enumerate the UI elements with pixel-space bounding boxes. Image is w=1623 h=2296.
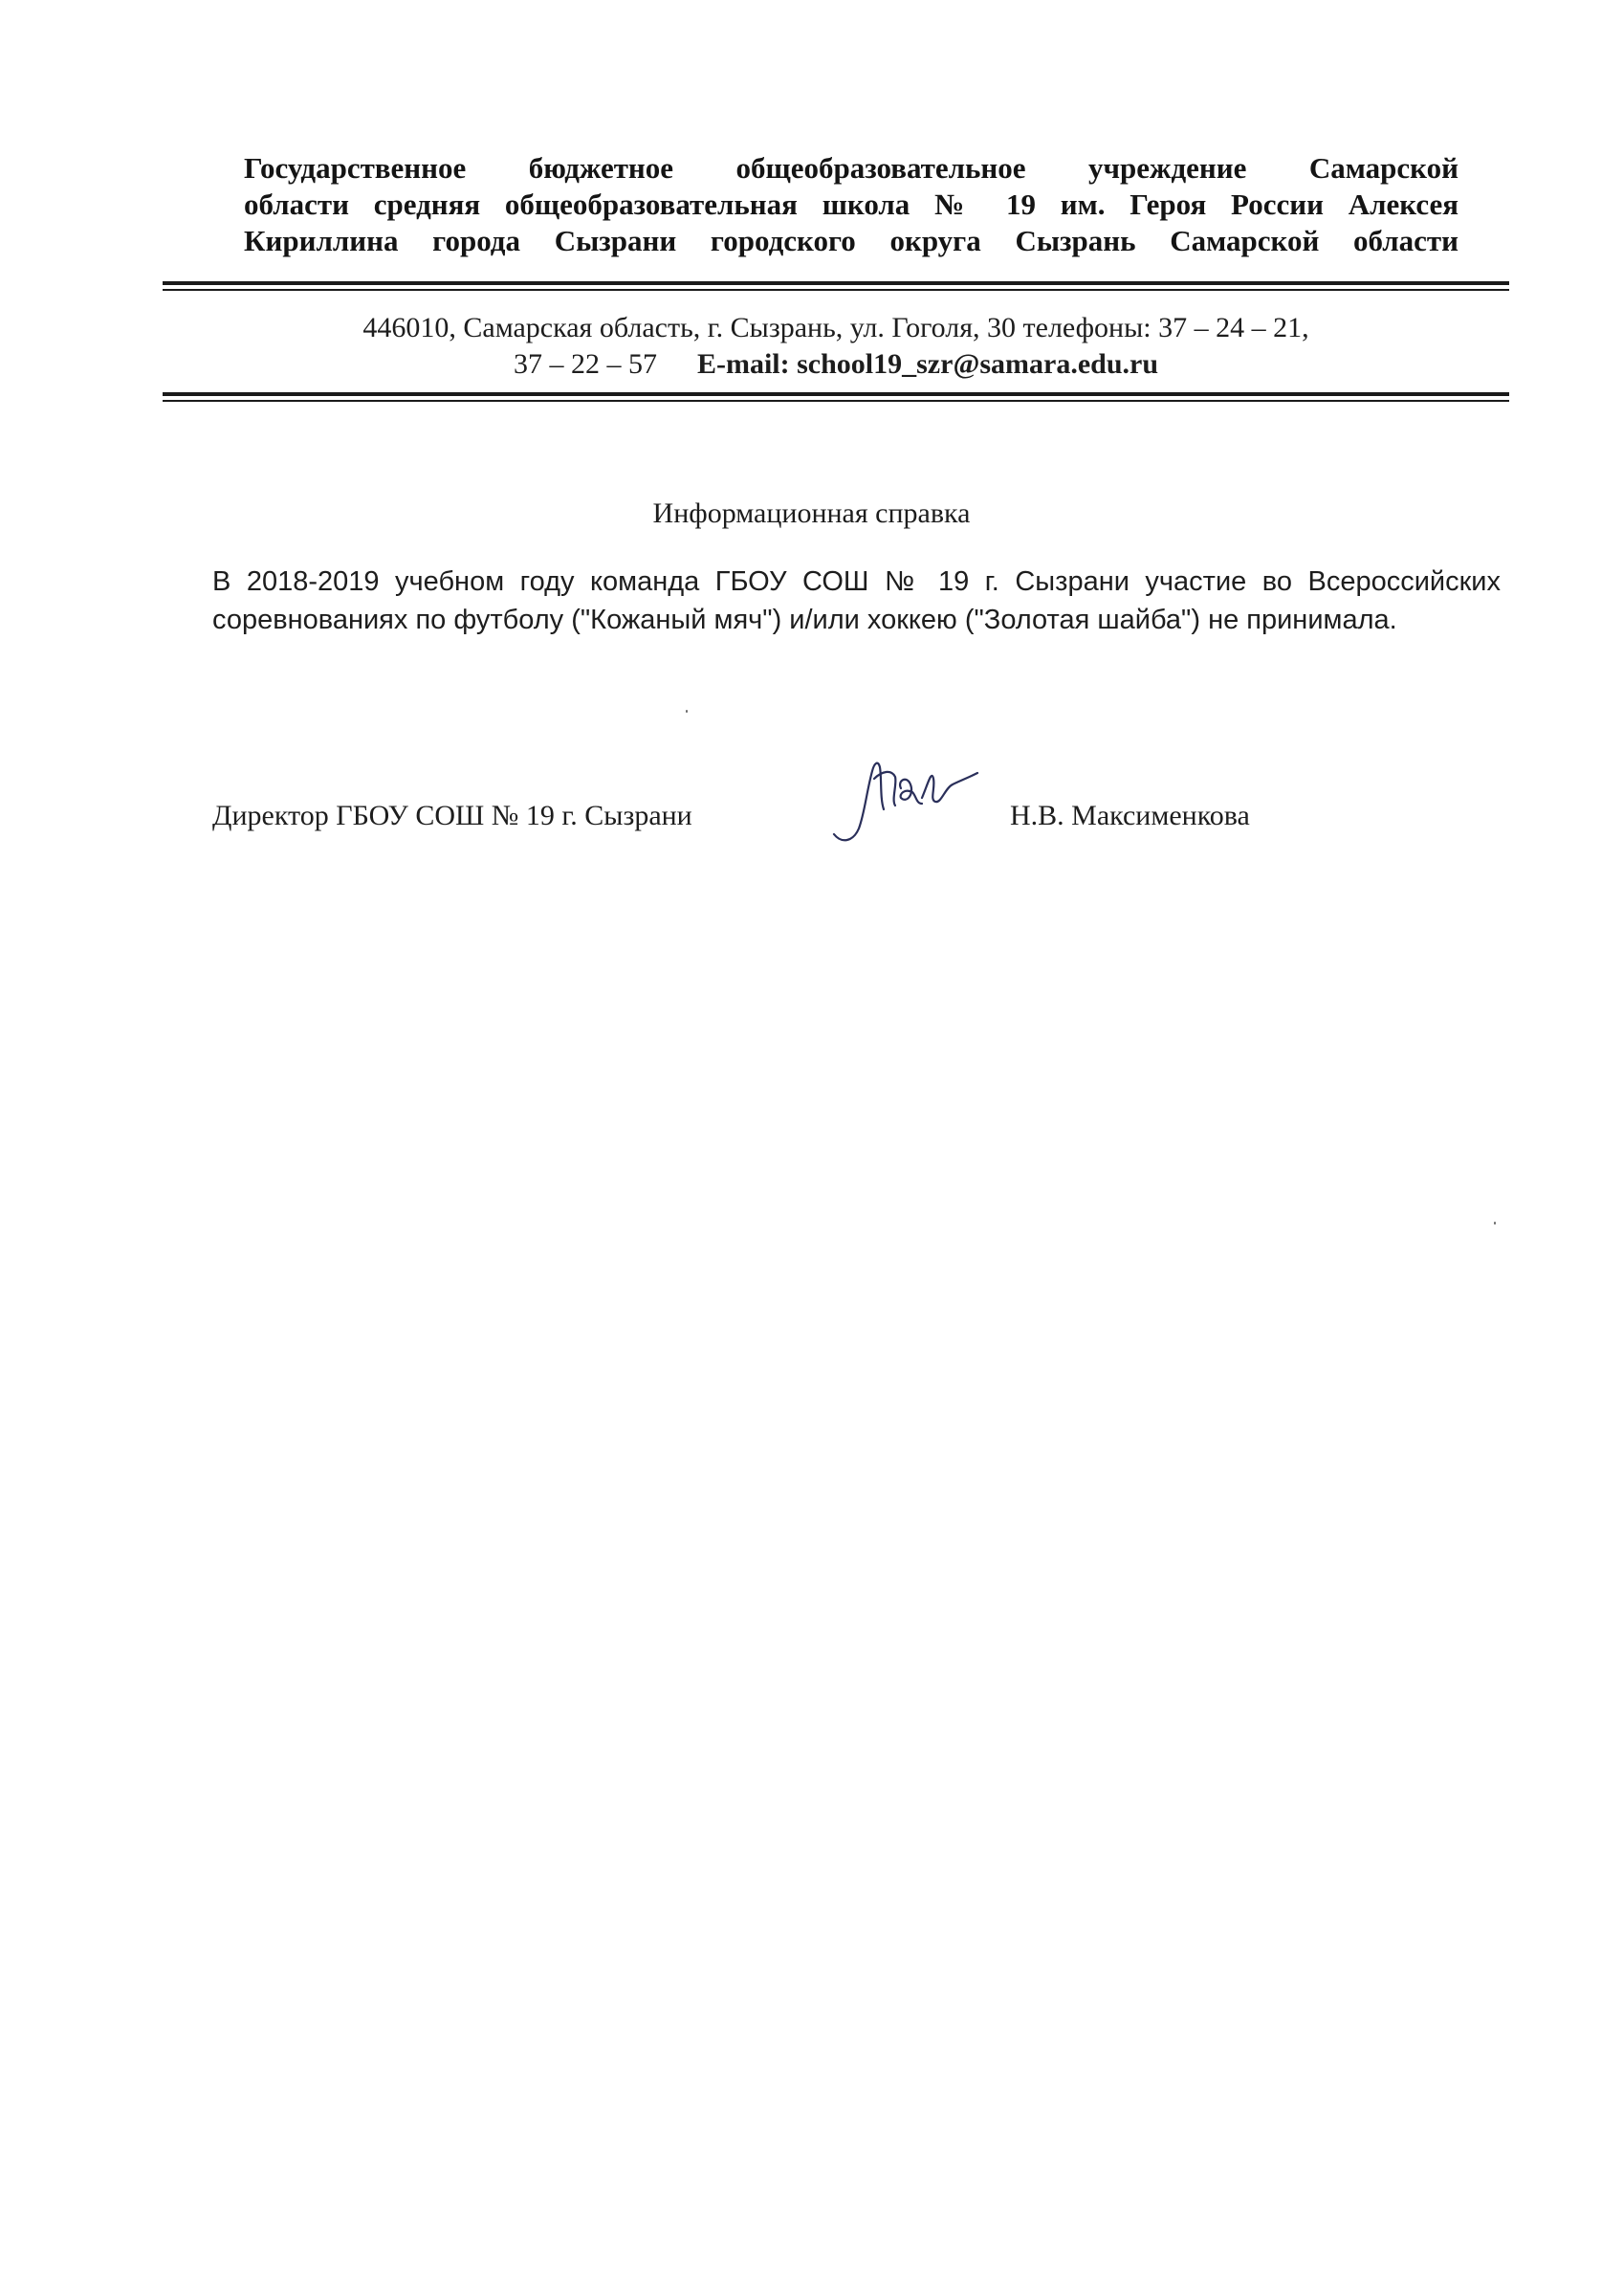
scan-speck [686,710,688,713]
divider-thick-line [163,281,1509,285]
document-title: Информационная справка [652,497,971,529]
divider-thin-line [163,400,1509,402]
letterhead-divider-bottom [163,392,1509,402]
org-name-line-3: Кириллина города Сызрани городского округа Сызрань Самарской области [244,224,1459,257]
email-address: school19_szr@samara.edu.ru [797,348,1159,380]
address-line: 446010, Самарская область, г. Сызрань, ул. Гоголя, 30 телефоны: 37 – 24 – 21, [362,312,1309,343]
divider-thick-line [163,392,1509,396]
org-name-line-1: Государственное бюджетное общеобразовательное учреждение Самарской [244,151,1459,185]
phone-email-line [163,346,1509,383]
signatory-position: Директор ГБОУ СОШ № 19 г. Сызрани [212,800,692,831]
handwritten-signature [824,750,997,855]
contact-block [163,310,1509,383]
phone-number: 37 – 22 – 57 [513,348,657,380]
divider-thin-line [163,289,1509,291]
signatory-name: Н.В. Максименкова [1010,800,1250,831]
email-label: E-mail: [696,348,790,380]
letterhead-divider-top [163,281,1509,291]
document-body: В 2018-2019 учебном году команда ГБОУ СОШ № 19 г. Сызрани участие во Всероссийских соревнованиях по футболу ("Кожаный мяч") и/или хоккею ("Золотая шайба") не принимала. [212,566,1501,635]
org-name-line-2: области средняя общеобразовательная школа № 19 им. Героя России Алексея [244,188,1459,221]
organization-name [244,150,1459,259]
scan-speck [1494,1222,1496,1225]
